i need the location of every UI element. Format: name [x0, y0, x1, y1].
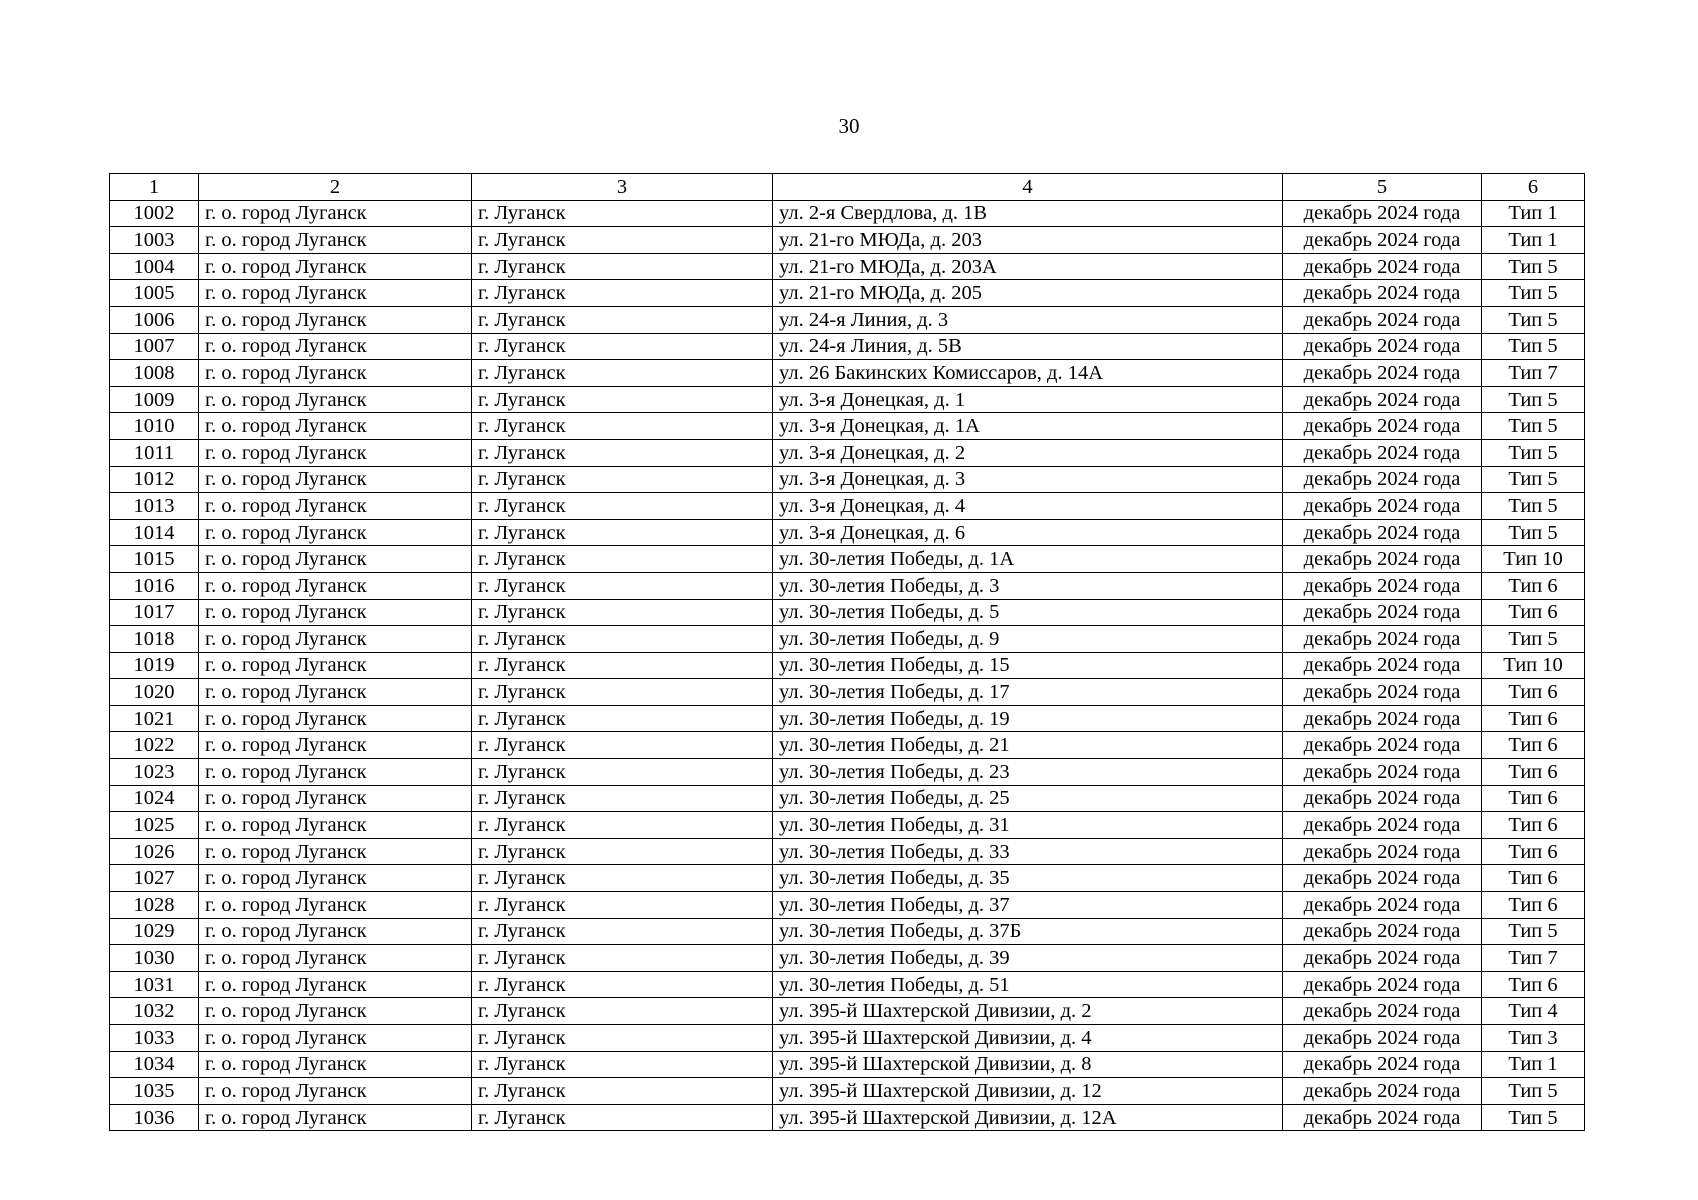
- row-number: 1022: [110, 732, 199, 759]
- table-row: [110, 652, 1585, 679]
- page-number: 30: [838, 114, 860, 138]
- address-cell: ул. 395-й Шахтерской Дивизии, д. 12А: [773, 1104, 1283, 1131]
- city-cell: г. Луганск: [472, 227, 773, 254]
- district-cell: г. о. город Луганск: [199, 360, 472, 387]
- city-cell: г. Луганск: [472, 998, 773, 1025]
- row-number: 1021: [110, 705, 199, 732]
- table-row: [110, 280, 1585, 307]
- type-cell: Тип 5: [1482, 519, 1585, 546]
- type-cell: Тип 1: [1482, 227, 1585, 254]
- address-cell: ул. 30-летия Победы, д. 39: [773, 945, 1283, 972]
- city-cell: г. Луганск: [472, 360, 773, 387]
- period-cell: декабрь 2024 года: [1283, 998, 1482, 1025]
- table-row: [110, 572, 1585, 599]
- period-cell: декабрь 2024 года: [1283, 466, 1482, 493]
- table-row: [110, 439, 1585, 466]
- table-row: [110, 865, 1585, 892]
- period-cell: декабрь 2024 года: [1283, 360, 1482, 387]
- row-number: 1015: [110, 546, 199, 573]
- address-cell: ул. 3-я Донецкая, д. 2: [773, 439, 1283, 466]
- address-cell: ул. 30-летия Победы, д. 1А: [773, 546, 1283, 573]
- address-cell: ул. 395-й Шахтерской Дивизии, д. 8: [773, 1051, 1283, 1078]
- address-cell: ул. 30-летия Победы, д. 31: [773, 812, 1283, 839]
- address-cell: ул. 30-летия Победы, д. 3: [773, 572, 1283, 599]
- city-cell: г. Луганск: [472, 280, 773, 307]
- address-cell: ул. 30-летия Победы, д. 17: [773, 679, 1283, 706]
- district-cell: г. о. город Луганск: [199, 546, 472, 573]
- district-cell: г. о. город Луганск: [199, 413, 472, 440]
- period-cell: декабрь 2024 года: [1283, 1078, 1482, 1105]
- type-cell: Тип 6: [1482, 971, 1585, 998]
- city-cell: г. Луганск: [472, 892, 773, 919]
- city-cell: г. Луганск: [472, 306, 773, 333]
- row-number: 1030: [110, 945, 199, 972]
- address-cell: ул. 30-летия Победы, д. 37Б: [773, 918, 1283, 945]
- address-cell: ул. 395-й Шахтерской Дивизии, д. 2: [773, 998, 1283, 1025]
- column-header-6: 6: [1482, 174, 1585, 201]
- address-cell: ул. 3-я Донецкая, д. 4: [773, 493, 1283, 520]
- address-cell: ул. 30-летия Победы, д. 9: [773, 626, 1283, 653]
- district-cell: г. о. город Луганск: [199, 652, 472, 679]
- period-cell: декабрь 2024 года: [1283, 865, 1482, 892]
- address-cell: ул. 3-я Донецкая, д. 1А: [773, 413, 1283, 440]
- row-number: 1036: [110, 1104, 199, 1131]
- period-cell: декабрь 2024 года: [1283, 918, 1482, 945]
- district-cell: г. о. город Луганск: [199, 227, 472, 254]
- column-header-4: 4: [773, 174, 1283, 201]
- table-row: [110, 679, 1585, 706]
- type-cell: Тип 1: [1482, 1051, 1585, 1078]
- district-cell: г. о. город Луганск: [199, 439, 472, 466]
- row-number: 1033: [110, 1025, 199, 1052]
- row-number: 1029: [110, 918, 199, 945]
- address-cell: ул. 3-я Донецкая, д. 6: [773, 519, 1283, 546]
- city-cell: г. Луганск: [472, 626, 773, 653]
- period-cell: декабрь 2024 года: [1283, 812, 1482, 839]
- address-cell: ул. 30-летия Победы, д. 33: [773, 838, 1283, 865]
- period-cell: декабрь 2024 года: [1283, 1051, 1482, 1078]
- period-cell: декабрь 2024 года: [1283, 705, 1482, 732]
- city-cell: г. Луганск: [472, 918, 773, 945]
- period-cell: декабрь 2024 года: [1283, 519, 1482, 546]
- type-cell: Тип 6: [1482, 812, 1585, 839]
- city-cell: г. Луганск: [472, 679, 773, 706]
- district-cell: г. о. город Луганск: [199, 493, 472, 520]
- type-cell: Тип 3: [1482, 1025, 1585, 1052]
- table-row: [110, 227, 1585, 254]
- column-header-5: 5: [1283, 174, 1482, 201]
- city-cell: г. Луганск: [472, 1025, 773, 1052]
- period-cell: декабрь 2024 года: [1283, 280, 1482, 307]
- row-number: 1009: [110, 386, 199, 413]
- city-cell: г. Луганск: [472, 1051, 773, 1078]
- period-cell: декабрь 2024 года: [1283, 386, 1482, 413]
- city-cell: г. Луганск: [472, 413, 773, 440]
- district-cell: г. о. город Луганск: [199, 759, 472, 786]
- period-cell: декабрь 2024 года: [1283, 493, 1482, 520]
- city-cell: г. Луганск: [472, 546, 773, 573]
- address-cell: ул. 3-я Донецкая, д. 3: [773, 466, 1283, 493]
- period-cell: декабрь 2024 года: [1283, 626, 1482, 653]
- period-cell: декабрь 2024 года: [1283, 439, 1482, 466]
- period-cell: декабрь 2024 года: [1283, 546, 1482, 573]
- city-cell: г. Луганск: [472, 253, 773, 280]
- type-cell: Тип 5: [1482, 1078, 1585, 1105]
- row-number: 1013: [110, 493, 199, 520]
- city-cell: г. Луганск: [472, 1078, 773, 1105]
- table-body: [110, 200, 1585, 1131]
- period-cell: декабрь 2024 года: [1283, 892, 1482, 919]
- period-cell: декабрь 2024 года: [1283, 785, 1482, 812]
- header-row: [110, 174, 1585, 201]
- city-cell: г. Луганск: [472, 493, 773, 520]
- row-number: 1035: [110, 1078, 199, 1105]
- type-cell: Тип 6: [1482, 732, 1585, 759]
- period-cell: декабрь 2024 года: [1283, 413, 1482, 440]
- table-row: [110, 998, 1585, 1025]
- period-cell: декабрь 2024 года: [1283, 652, 1482, 679]
- row-number: 1028: [110, 892, 199, 919]
- row-number: 1007: [110, 333, 199, 360]
- row-number: 1004: [110, 253, 199, 280]
- city-cell: г. Луганск: [472, 838, 773, 865]
- row-number: 1019: [110, 652, 199, 679]
- city-cell: г. Луганск: [472, 333, 773, 360]
- city-cell: г. Луганск: [472, 812, 773, 839]
- table-row: [110, 1051, 1585, 1078]
- table-row: [110, 306, 1585, 333]
- row-number: 1034: [110, 1051, 199, 1078]
- type-cell: Тип 6: [1482, 759, 1585, 786]
- district-cell: г. о. город Луганск: [199, 705, 472, 732]
- period-cell: декабрь 2024 года: [1283, 572, 1482, 599]
- row-number: 1020: [110, 679, 199, 706]
- type-cell: Тип 5: [1482, 280, 1585, 307]
- district-cell: г. о. город Луганск: [199, 679, 472, 706]
- district-cell: г. о. город Луганск: [199, 1025, 472, 1052]
- district-cell: г. о. город Луганск: [199, 1051, 472, 1078]
- address-cell: ул. 30-летия Победы, д. 21: [773, 732, 1283, 759]
- address-cell: ул. 395-й Шахтерской Дивизии, д. 12: [773, 1078, 1283, 1105]
- table-row: [110, 812, 1585, 839]
- type-cell: Тип 7: [1482, 945, 1585, 972]
- table-row: [110, 971, 1585, 998]
- district-cell: г. о. город Луганск: [199, 306, 472, 333]
- row-number: 1027: [110, 865, 199, 892]
- row-number: 1011: [110, 439, 199, 466]
- period-cell: декабрь 2024 года: [1283, 1104, 1482, 1131]
- period-cell: декабрь 2024 года: [1283, 1025, 1482, 1052]
- city-cell: г. Луганск: [472, 945, 773, 972]
- address-cell: ул. 30-летия Победы, д. 15: [773, 652, 1283, 679]
- address-cell: ул. 30-летия Победы, д. 51: [773, 971, 1283, 998]
- type-cell: Тип 5: [1482, 493, 1585, 520]
- column-header-3: 3: [472, 174, 773, 201]
- period-cell: декабрь 2024 года: [1283, 333, 1482, 360]
- table-row: [110, 785, 1585, 812]
- table-row: [110, 1078, 1585, 1105]
- table-row: [110, 493, 1585, 520]
- row-number: 1025: [110, 812, 199, 839]
- period-cell: декабрь 2024 года: [1283, 227, 1482, 254]
- period-cell: декабрь 2024 года: [1283, 679, 1482, 706]
- address-cell: ул. 21-го МЮДа, д. 205: [773, 280, 1283, 307]
- address-cell: ул. 395-й Шахтерской Дивизии, д. 4: [773, 1025, 1283, 1052]
- table-row: [110, 360, 1585, 387]
- row-number: 1023: [110, 759, 199, 786]
- district-cell: г. о. город Луганск: [199, 519, 472, 546]
- row-number: 1010: [110, 413, 199, 440]
- district-cell: г. о. город Луганск: [199, 626, 472, 653]
- type-cell: Тип 1: [1482, 200, 1585, 227]
- table-row: [110, 705, 1585, 732]
- city-cell: г. Луганск: [472, 599, 773, 626]
- table-header: [110, 174, 1585, 201]
- row-number: 1016: [110, 572, 199, 599]
- district-cell: г. о. город Луганск: [199, 572, 472, 599]
- address-cell: ул. 30-летия Победы, д. 25: [773, 785, 1283, 812]
- table-row: [110, 918, 1585, 945]
- row-number: 1018: [110, 626, 199, 653]
- period-cell: декабрь 2024 года: [1283, 200, 1482, 227]
- district-cell: г. о. город Луганск: [199, 838, 472, 865]
- type-cell: Тип 5: [1482, 306, 1585, 333]
- type-cell: Тип 6: [1482, 679, 1585, 706]
- district-cell: г. о. город Луганск: [199, 280, 472, 307]
- row-number: 1006: [110, 306, 199, 333]
- type-cell: Тип 6: [1482, 599, 1585, 626]
- type-cell: Тип 5: [1482, 386, 1585, 413]
- register-table: [109, 173, 1585, 1131]
- address-cell: ул. 30-летия Победы, д. 19: [773, 705, 1283, 732]
- type-cell: Тип 5: [1482, 439, 1585, 466]
- city-cell: г. Луганск: [472, 652, 773, 679]
- type-cell: Тип 5: [1482, 413, 1585, 440]
- type-cell: Тип 6: [1482, 838, 1585, 865]
- district-cell: г. о. город Луганск: [199, 732, 472, 759]
- period-cell: декабрь 2024 года: [1283, 945, 1482, 972]
- row-number: 1017: [110, 599, 199, 626]
- city-cell: г. Луганск: [472, 572, 773, 599]
- city-cell: г. Луганск: [472, 732, 773, 759]
- period-cell: декабрь 2024 года: [1283, 759, 1482, 786]
- type-cell: Тип 6: [1482, 785, 1585, 812]
- table-row: [110, 333, 1585, 360]
- table-row: [110, 546, 1585, 573]
- address-cell: ул. 30-летия Победы, д. 35: [773, 865, 1283, 892]
- type-cell: Тип 6: [1482, 572, 1585, 599]
- table-row: [110, 732, 1585, 759]
- city-cell: г. Луганск: [472, 519, 773, 546]
- address-cell: ул. 30-летия Победы, д. 23: [773, 759, 1283, 786]
- period-cell: декабрь 2024 года: [1283, 838, 1482, 865]
- city-cell: г. Луганск: [472, 705, 773, 732]
- type-cell: Тип 5: [1482, 1104, 1585, 1131]
- district-cell: г. о. город Луганск: [199, 466, 472, 493]
- district-cell: г. о. город Луганск: [199, 918, 472, 945]
- type-cell: Тип 4: [1482, 998, 1585, 1025]
- city-cell: г. Луганск: [472, 439, 773, 466]
- row-number: 1005: [110, 280, 199, 307]
- city-cell: г. Луганск: [472, 785, 773, 812]
- table-row: [110, 838, 1585, 865]
- row-number: 1014: [110, 519, 199, 546]
- column-header-1: 1: [110, 174, 199, 201]
- district-cell: г. о. город Луганск: [199, 865, 472, 892]
- type-cell: Тип 10: [1482, 652, 1585, 679]
- table-row: [110, 892, 1585, 919]
- city-cell: г. Луганск: [472, 466, 773, 493]
- table-row: [110, 1104, 1585, 1131]
- row-number: 1008: [110, 360, 199, 387]
- table-row: [110, 386, 1585, 413]
- type-cell: Тип 5: [1482, 626, 1585, 653]
- address-cell: ул. 24-я Линия, д. 3: [773, 306, 1283, 333]
- table-row: [110, 466, 1585, 493]
- table-row: [110, 945, 1585, 972]
- row-number: 1024: [110, 785, 199, 812]
- address-cell: ул. 24-я Линия, д. 5В: [773, 333, 1283, 360]
- type-cell: Тип 7: [1482, 360, 1585, 387]
- address-cell: ул. 21-го МЮДа, д. 203: [773, 227, 1283, 254]
- address-cell: ул. 21-го МЮДа, д. 203А: [773, 253, 1283, 280]
- table-row: [110, 253, 1585, 280]
- district-cell: г. о. город Луганск: [199, 386, 472, 413]
- district-cell: г. о. город Луганск: [199, 200, 472, 227]
- district-cell: г. о. город Луганск: [199, 1078, 472, 1105]
- type-cell: Тип 10: [1482, 546, 1585, 573]
- type-cell: Тип 5: [1482, 918, 1585, 945]
- type-cell: Тип 6: [1482, 892, 1585, 919]
- address-cell: ул. 26 Бакинских Комиссаров, д. 14А: [773, 360, 1283, 387]
- district-cell: г. о. город Луганск: [199, 1104, 472, 1131]
- table-row: [110, 759, 1585, 786]
- district-cell: г. о. город Луганск: [199, 971, 472, 998]
- address-cell: ул. 3-я Донецкая, д. 1: [773, 386, 1283, 413]
- row-number: 1026: [110, 838, 199, 865]
- type-cell: Тип 5: [1482, 333, 1585, 360]
- table-row: [110, 200, 1585, 227]
- column-header-2: 2: [199, 174, 472, 201]
- district-cell: г. о. город Луганск: [199, 333, 472, 360]
- district-cell: г. о. город Луганск: [199, 253, 472, 280]
- row-number: 1003: [110, 227, 199, 254]
- table-row: [110, 599, 1585, 626]
- district-cell: г. о. город Луганск: [199, 599, 472, 626]
- address-cell: ул. 30-летия Победы, д. 5: [773, 599, 1283, 626]
- period-cell: декабрь 2024 года: [1283, 971, 1482, 998]
- district-cell: г. о. город Луганск: [199, 812, 472, 839]
- period-cell: декабрь 2024 года: [1283, 253, 1482, 280]
- period-cell: декабрь 2024 года: [1283, 306, 1482, 333]
- city-cell: г. Луганск: [472, 971, 773, 998]
- table-row: [110, 413, 1585, 440]
- district-cell: г. о. город Луганск: [199, 892, 472, 919]
- table-row: [110, 1025, 1585, 1052]
- type-cell: Тип 5: [1482, 253, 1585, 280]
- row-number: 1002: [110, 200, 199, 227]
- district-cell: г. о. город Луганск: [199, 998, 472, 1025]
- table-row: [110, 626, 1585, 653]
- address-cell: ул. 30-летия Победы, д. 37: [773, 892, 1283, 919]
- table-row: [110, 519, 1585, 546]
- city-cell: г. Луганск: [472, 759, 773, 786]
- row-number: 1032: [110, 998, 199, 1025]
- period-cell: декабрь 2024 года: [1283, 732, 1482, 759]
- city-cell: г. Луганск: [472, 1104, 773, 1131]
- type-cell: Тип 6: [1482, 865, 1585, 892]
- district-cell: г. о. город Луганск: [199, 785, 472, 812]
- city-cell: г. Луганск: [472, 865, 773, 892]
- address-cell: ул. 2-я Свердлова, д. 1В: [773, 200, 1283, 227]
- period-cell: декабрь 2024 года: [1283, 599, 1482, 626]
- type-cell: Тип 6: [1482, 705, 1585, 732]
- row-number: 1031: [110, 971, 199, 998]
- city-cell: г. Луганск: [472, 200, 773, 227]
- type-cell: Тип 5: [1482, 466, 1585, 493]
- district-cell: г. о. город Луганск: [199, 945, 472, 972]
- city-cell: г. Луганск: [472, 386, 773, 413]
- row-number: 1012: [110, 466, 199, 493]
